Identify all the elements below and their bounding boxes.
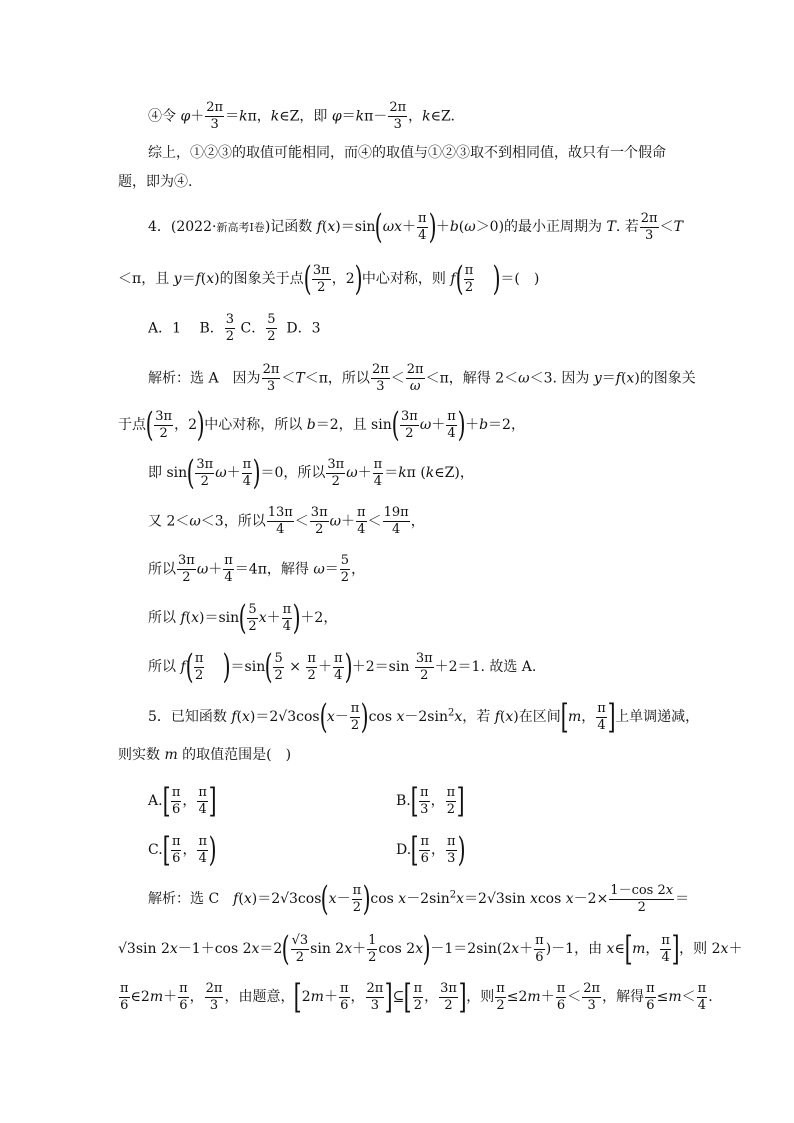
q4-solution-line-7: 所以 f( $\frac{\pi}{2}$ )＝sin( $\frac{5}{2}$ × $\frac{\pi}{2}$ ＋ $\frac{\pi}{4}$ )＋2＝sin $\frac{3\pi}{2}$ ＋2＝1. 故选 A. <box>148 647 537 687</box>
q4-stem-line-2: ＜π，且 y＝f(x)的图象关于点( $\frac{3\pi}{2}$ ，2)中心对称，则 f( $\frac{\pi}{2}$ )＝( ) <box>118 259 540 299</box>
text-line-1: ④令 φ＋ $\frac{2\pi}{3}$ ＝kπ，k∈Z，即 φ＝kπ－ $\frac{2\pi}{3}$ ，k∈Z. <box>148 100 455 132</box>
q4-stem-line-1: 4．(2022·新高考Ⅰ卷)记函数 f(x)＝sin(ωx＋ $\frac{\pi}{4}$ )＋b(ω＞0)的最小正周期为 T. 若 $\frac{2\pi}{3}$ ＜T <box>148 207 683 247</box>
q5-stem-line-2: 则实数 m 的取值范围是( ) <box>118 747 292 763</box>
q4-options: A．1 B． $\frac{3}{2}$ C． $\frac{5}{2}$ D．3 <box>148 312 321 344</box>
q4-solution-line-6: 所以 f(x)＝sin( $\frac{5}{2}$ x＋ $\frac{\pi}{4}$ )＋2， <box>148 598 338 638</box>
q4-solution-line-2: 于点( $\frac{3\pi}{2}$ ，2)中心对称，所以 b＝2，且 sin( $\frac{3\pi}{2}$ ω＋ $\frac{\pi}{4}$ )＋b＝2， <box>118 405 525 445</box>
q4-solution-line-3: 即 sin( $\frac{3\pi}{2}$ ω＋ $\frac{\pi}{4}$ )＝0，所以 $\frac{3\pi}{2}$ ω＋ $\frac{\pi}{4}$ ＝kπ (k∈Z)， <box>148 453 474 493</box>
q5-option-d: D.[ $\frac{\pi}{6}$ ， $\frac{\pi}{3}$ ) <box>396 830 466 870</box>
q5-stem-line-1: 5．已知函数 f(x)＝2√3cos(x－ $\frac{\pi}{2}$ )cos $x-2\sin^2x$，若 f(x)在区间[m， $\frac{\pi}{4}$ ]上单调递减， <box>148 697 700 737</box>
q4-solution-line-4: 又 2＜ω＜3，所以 $\frac{13\pi}{4}$ ＜ $\frac{3\pi}{2}$ ω＋ $\frac{\pi}{4}$ ＜ $\frac{19\pi}{4}$ ， <box>148 505 425 537</box>
text-line-3: 题，即为④. <box>118 174 193 190</box>
q5-solution-line-1: 解析：选 C f(x)＝2√3cos(x－ $\frac{\pi}{2}$ )cos $x-2\sin^2x=2√3\sin$ xcos x－2× $\frac{1-\cos 2x}{2}$ ＝ <box>148 879 690 919</box>
q5-option-a: A.[ $\frac{\pi}{6}$ ， $\frac{\pi}{4}$ ] <box>148 781 217 821</box>
q5-solution-line-3: $\frac{\pi}{6}$ ∈2m＋ $\frac{\pi}{6}$ ， $\frac{2\pi}{3}$ ，由题意，[2m＋ $\frac{\pi}{6}$ ， $\frac{2\pi}{3}$ ]⊆[ $\frac{\pi}{2}$ ， $\frac{3\pi}{2}$ ]，则 $\frac{\pi}{2}$ ≤2m＋ $\frac{\pi}{6}$ ＜ $\frac{2\pi}{3}$ ，解得 $\frac{\pi}{6}$ ≤m＜ $\frac{\pi}{4}$ . <box>120 977 713 1017</box>
q4-solution-line-5: 所以 $\frac{3\pi}{2}$ ω＋ $\frac{\pi}{4}$ ＝4π，解得 ω＝ $\frac{5}{2}$ ， <box>148 553 366 585</box>
text-line-2: 综上，①②③的取值可能相同，而④的取值与①②③取不到相同值，故只有一个假命 <box>148 145 666 161</box>
q5-option-c: C.[ $\frac{\pi}{6}$ ， $\frac{\pi}{4}$ ) <box>148 830 217 870</box>
q4-solution-line-1: 解析：选 A 因为 $\frac{2\pi}{3}$ ＜T＜π，所以 $\frac{2\pi}{3}$ ＜ $\frac{2\pi}{\omega}$ ＜π，解得 2＜ω＜3. 因为 y＝f(x)的图象关 <box>148 362 696 394</box>
q5-solution-line-2: √3sin 2x－1＋cos 2x＝2( $\frac{√3}{2}$ sin 2x＋ $\frac{1}{2}$ cos 2x)－1＝2sin(2x＋ $\frac{\pi}{6}$ )－1，由 x∈[m， $\frac{\pi}{4}$ ]，则 2x＋ <box>118 929 743 969</box>
q5-option-b: B.[ $\frac{\pi}{3}$ ， $\frac{\pi}{2}$ ] <box>396 781 465 821</box>
